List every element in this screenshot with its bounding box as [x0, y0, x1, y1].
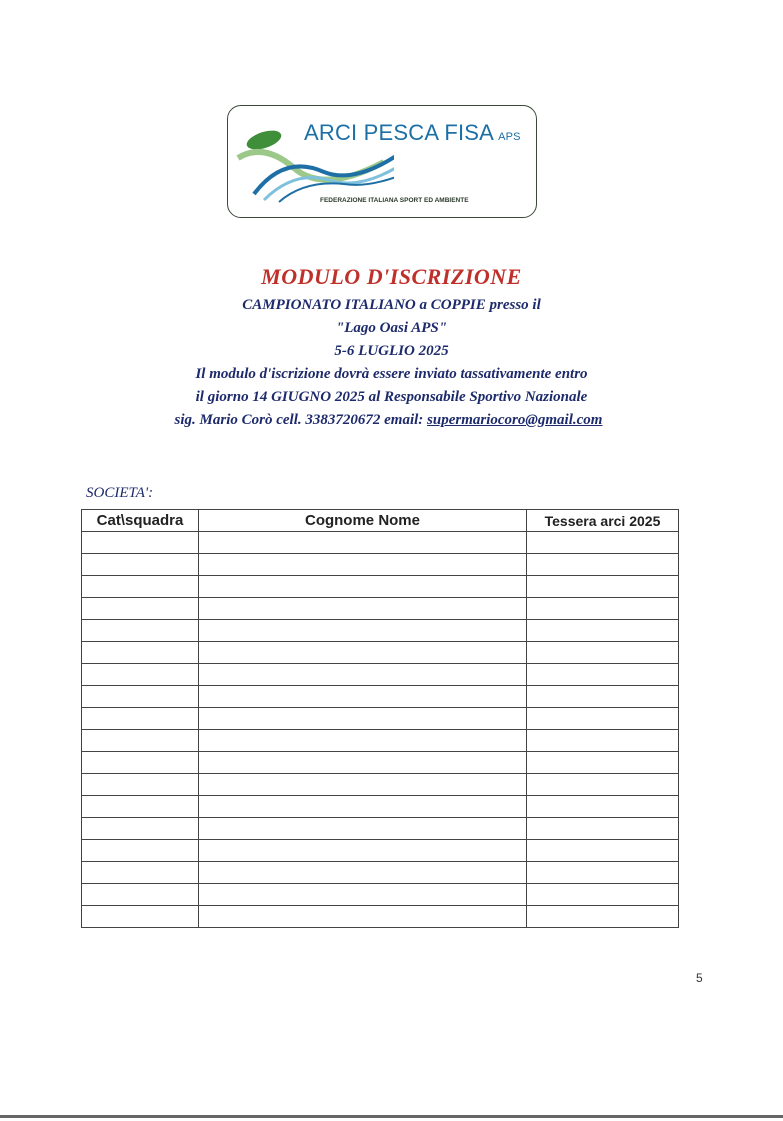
membership-cell[interactable]	[527, 862, 679, 884]
membership-cell[interactable]	[527, 708, 679, 730]
category-cell[interactable]	[82, 730, 199, 752]
category-cell[interactable]	[82, 774, 199, 796]
name-cell[interactable]	[199, 774, 527, 796]
name-cell[interactable]	[199, 796, 527, 818]
table-row	[82, 818, 679, 840]
column-header-category: Cat\squadra	[82, 510, 199, 532]
name-cell[interactable]	[199, 862, 527, 884]
societa-label: SOCIETA':	[86, 485, 154, 501]
category-cell[interactable]	[82, 642, 199, 664]
name-cell[interactable]	[199, 576, 527, 598]
category-cell[interactable]	[82, 840, 199, 862]
table-row	[82, 576, 679, 598]
membership-cell[interactable]	[527, 642, 679, 664]
table-row	[82, 598, 679, 620]
logo-brand	[304, 120, 521, 146]
membership-cell[interactable]	[527, 532, 679, 554]
category-cell[interactable]	[82, 906, 199, 928]
membership-cell[interactable]	[527, 598, 679, 620]
membership-cell[interactable]	[527, 664, 679, 686]
membership-cell[interactable]	[527, 906, 679, 928]
table-row	[82, 532, 679, 554]
contact-text: sig. Mario Corò cell. 3383720672 email:	[174, 412, 428, 428]
event-date: 5-6 LUGLIO 2025	[334, 343, 449, 359]
category-cell[interactable]	[82, 532, 199, 554]
table-row	[82, 620, 679, 642]
membership-cell[interactable]	[527, 796, 679, 818]
category-cell[interactable]	[82, 620, 199, 642]
table-row	[82, 752, 679, 774]
deadline-line-2: il giorno 14 GIUGNO 2025 al Responsabile Sportivo Nazionale	[195, 389, 588, 405]
table-row	[82, 708, 679, 730]
table-row	[82, 862, 679, 884]
deadline-line-1: Il modulo d'iscrizione dovrà essere inviato tassativamente entro	[195, 366, 588, 382]
page-title: MODULO D'ISCRIZIONE	[261, 264, 522, 289]
table-row	[82, 774, 679, 796]
logo-brand-name: ARCI PESCA FISA	[304, 120, 495, 145]
registration-table	[81, 509, 679, 928]
category-cell[interactable]	[82, 752, 199, 774]
table-row	[82, 730, 679, 752]
table-row	[82, 664, 679, 686]
name-cell[interactable]	[199, 554, 527, 576]
column-header-membership: Tessera arci 2025	[527, 510, 679, 532]
table-row	[82, 642, 679, 664]
category-cell[interactable]	[82, 576, 199, 598]
name-cell[interactable]	[199, 598, 527, 620]
name-cell[interactable]	[199, 532, 527, 554]
event-venue: "Lago Oasi APS"	[335, 320, 448, 336]
name-cell[interactable]	[199, 686, 527, 708]
name-cell[interactable]	[199, 642, 527, 664]
heading-block	[0, 260, 783, 432]
membership-cell[interactable]	[527, 686, 679, 708]
membership-cell[interactable]	[527, 620, 679, 642]
table-row	[82, 686, 679, 708]
table-row	[82, 796, 679, 818]
membership-cell[interactable]	[527, 840, 679, 862]
contact-email: supermariocoro@gmail.com	[427, 412, 603, 428]
membership-cell[interactable]	[527, 752, 679, 774]
category-cell[interactable]	[82, 686, 199, 708]
contact-line	[0, 409, 783, 432]
table-row	[82, 884, 679, 906]
table-row	[82, 554, 679, 576]
name-cell[interactable]	[199, 752, 527, 774]
table-header-row	[82, 510, 679, 532]
name-cell[interactable]	[199, 730, 527, 752]
membership-cell[interactable]	[527, 818, 679, 840]
table-row	[82, 906, 679, 928]
membership-cell[interactable]	[527, 774, 679, 796]
category-cell[interactable]	[82, 664, 199, 686]
name-cell[interactable]	[199, 664, 527, 686]
logo-brand-suffix: APS	[498, 131, 521, 143]
category-cell[interactable]	[82, 554, 199, 576]
table-row	[82, 840, 679, 862]
category-cell[interactable]	[82, 884, 199, 906]
logo	[227, 105, 537, 218]
category-cell[interactable]	[82, 818, 199, 840]
membership-cell[interactable]	[527, 554, 679, 576]
name-cell[interactable]	[199, 708, 527, 730]
name-cell[interactable]	[199, 906, 527, 928]
logo-subtitle: FEDERAZIONE ITALIANA SPORT ED AMBIENTE	[320, 197, 469, 204]
name-cell[interactable]	[199, 620, 527, 642]
category-cell[interactable]	[82, 598, 199, 620]
name-cell[interactable]	[199, 818, 527, 840]
membership-cell[interactable]	[527, 730, 679, 752]
membership-cell[interactable]	[527, 576, 679, 598]
event-name: CAMPIONATO ITALIANO a COPPIE presso il	[242, 297, 541, 313]
name-cell[interactable]	[199, 840, 527, 862]
table-body	[82, 532, 679, 928]
category-cell[interactable]	[82, 796, 199, 818]
category-cell[interactable]	[82, 862, 199, 884]
name-cell[interactable]	[199, 884, 527, 906]
membership-cell[interactable]	[527, 884, 679, 906]
column-header-name: Cognome Nome	[199, 510, 527, 532]
scan-edge	[0, 1115, 783, 1118]
page-number: 5	[696, 971, 703, 985]
category-cell[interactable]	[82, 708, 199, 730]
